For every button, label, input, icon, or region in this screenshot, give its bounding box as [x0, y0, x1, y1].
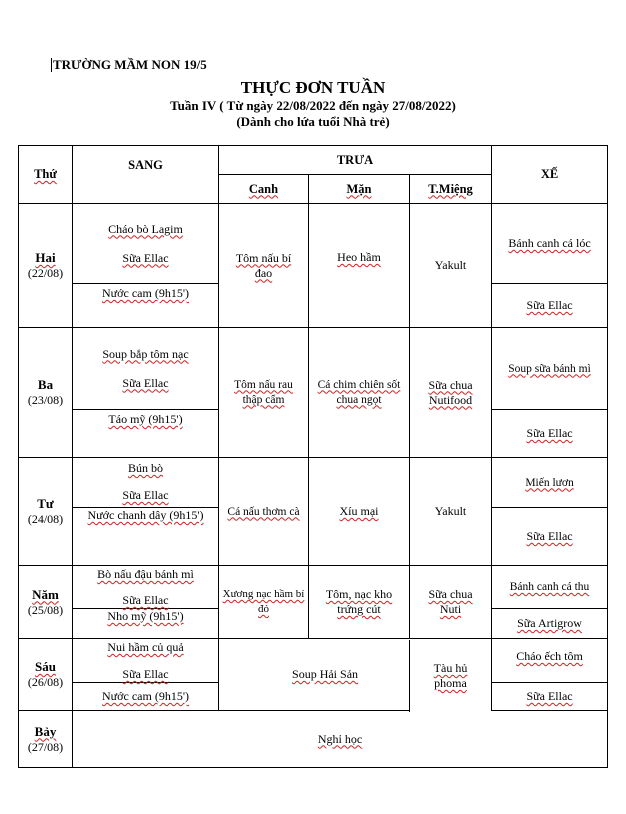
morning-snack-cell: Nước chanh dây (9h15')	[73, 508, 219, 566]
menu-title: THỰC ĐƠN TUẦN	[240, 78, 386, 97]
afternoon-snack-cell: Bánh canh cá thu	[492, 566, 608, 609]
col-header-xe: XẾ	[492, 146, 608, 204]
day-cell: Bảy (27/08)	[19, 711, 73, 768]
afternoon-milk-cell: Sữa Ellac	[492, 284, 608, 328]
main-dish-cell: Cá chim chiên sốt chua ngọt	[309, 328, 410, 458]
holiday-cell: Nghỉ học	[73, 711, 608, 768]
breakfast-cell: Bò nấu đậu bánh mì Sữa Ellac	[73, 566, 219, 609]
col-header-canh: Canh	[219, 175, 309, 204]
school-name: TRƯỜNG MẦM NON 19/5	[53, 57, 207, 72]
col-header-sang: SANG	[73, 146, 219, 204]
dessert-cell: Yakult	[410, 458, 492, 566]
table-row	[19, 458, 608, 508]
breakfast-cell: Nui hầm củ quả Sữa Ellac	[73, 639, 219, 683]
afternoon-milk-cell: Sữa Ellac	[492, 683, 608, 711]
table-row	[19, 711, 608, 768]
weekly-menu-table	[18, 145, 608, 768]
lunch-combined-cell: Soup Hải Sản	[219, 639, 492, 711]
table-row	[19, 328, 608, 410]
dessert-cell: Sữa chua Nuti	[410, 566, 492, 639]
afternoon-snack-cell: Miến lươn	[492, 458, 608, 508]
table-row	[19, 639, 608, 683]
table-row	[19, 566, 608, 609]
dessert-cell: Sữa chua Nutifood	[410, 328, 492, 458]
table-row	[19, 204, 608, 284]
afternoon-snack-cell: Soup sữa bánh mì	[492, 328, 608, 410]
afternoon-milk-cell: Sữa Ellac	[492, 410, 608, 458]
soup-cell: Cá nấu thơm cà	[219, 458, 309, 566]
soup-cell: Tôm nấu rau thập cẩm	[219, 328, 309, 458]
col-header-tmieng: T.Miệng	[410, 175, 492, 204]
breakfast-cell: Bún bò Sữa Ellac	[73, 458, 219, 508]
dessert-cell: Tàu hủ phoma	[409, 640, 491, 712]
day-cell: Tư (24/08)	[19, 458, 73, 566]
breakfast-cell: Soup bắp tôm nạc Sữa Ellac	[73, 328, 219, 410]
day-cell: Năm (25/08)	[19, 566, 73, 639]
morning-snack-cell: Táo mỹ (9h15')	[73, 410, 219, 458]
breakfast-cell: Cháo bò Lagim Sữa Ellac	[73, 204, 219, 284]
main-dish-cell: Xíu mại	[309, 458, 410, 566]
morning-snack-cell: Nước cam (9h15')	[73, 284, 219, 328]
col-header-man: Mặn	[309, 175, 410, 204]
col-header-thu: Thứ	[19, 146, 73, 204]
morning-snack-cell: Nho mỹ (9h15')	[73, 609, 219, 639]
dessert-cell: Yakult	[410, 204, 492, 328]
morning-snack-cell: Nước cam (9h15')	[73, 683, 219, 711]
afternoon-snack-cell: Cháo ếch tôm	[492, 639, 608, 683]
day-cell: Hai (22/08)	[19, 204, 73, 328]
age-group: (Dành cho lứa tuổi Nhà trẻ)	[236, 114, 390, 129]
main-dish-cell: Tôm, nạc kho trứng cút	[309, 566, 410, 639]
afternoon-milk-cell: Sữa Ellac	[492, 508, 608, 566]
afternoon-snack-cell: Bánh canh cá lóc	[492, 204, 608, 284]
soup-cell: Tôm nấu bí đao	[219, 204, 309, 328]
day-cell: Ba (23/08)	[19, 328, 73, 458]
day-cell: Sáu (26/08)	[19, 639, 73, 711]
week-range: Tuần IV ( Từ ngày 22/08/2022 đến ngày 27/08/2022)	[170, 98, 456, 113]
main-dish-cell: Heo hầm	[309, 204, 410, 328]
afternoon-milk-cell: Sữa Artigrow	[492, 609, 608, 639]
soup-cell: Xương nạc hầm bí đỏ	[219, 566, 309, 639]
col-header-trua: TRƯA	[219, 146, 492, 175]
